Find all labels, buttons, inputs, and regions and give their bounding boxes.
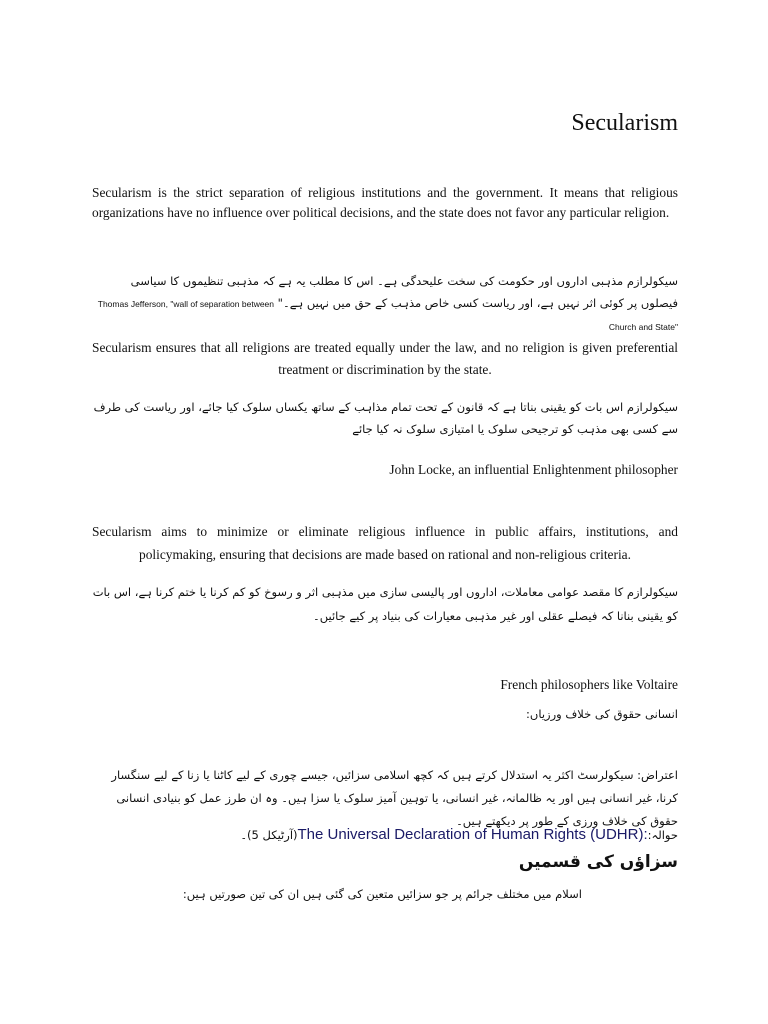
reference-locke: John Locke, an influential Enlightenment philosopher [389, 462, 678, 477]
paragraph-2-english: Secularism ensures that all religions are treated equally under the law, and no religion is given preferential treatment or discrimination by the state. [92, 340, 678, 377]
reference-voltaire: French philosophers like Voltaire [500, 677, 678, 692]
paragraph-3-english: Secularism aims to minimize or eliminate religious influence in public affairs, institutions, and policymaking, ensuring that decisions are made based on rational and non-religious criteria. [92, 524, 678, 562]
reference-jefferson: Thomas Jefferson, "wall of separation between Church and State" [97, 299, 678, 332]
paragraph-1-urdu [92, 270, 678, 338]
page-title: Secularism [571, 110, 678, 136]
paragraph-5-urdu: اسلام میں مختلف جرائم پر جو سزائیں متعین کی گئی ہیں ان کی تین صورتیں ہیں: [182, 887, 582, 901]
paragraph-3-urdu: سیکولرازم کا مقصد عوامی معاملات، اداروں اور پالیسی سازی میں مذہبی اثر و رسوخ کو کم کرنا یا ختم کرنا ہے، اس بات کو یقینی بنانا کہ فیصلے عقلی اور غیر مذہبی معیارات کی بنیاد پر کیے جائیں۔ [92, 585, 678, 623]
reference-line-udhr [92, 824, 678, 846]
paragraph-1-english: Secularism is the strict separation of religious institutions and the government. It means that religious organizations have no influence over political decisions, and the state does not favor any particular religion. [92, 185, 678, 220]
paragraph-2-urdu: سیکولرازم اس بات کو یقینی بناتا ہے کہ قانون کے تحت تمام مذاہب کے ساتھ یکساں سلوک کیا جائے، اور ریاست کی طرف سے کسی بھی مذہب کو ترجیحی سلوک یا امتیازی سلوک نہ کیا جائے [93, 400, 678, 436]
udhr-title: The Universal Declaration of Human Rights (UDHR): [297, 826, 648, 843]
section-heading-human-rights: انسانی حقوق کی خلاف ورزیاں: [526, 707, 678, 721]
paragraph-4-urdu: اعتراض: سیکولرسٹ اکثر یہ استدلال کرتے ہیں کہ کچھ اسلامی سزائیں، جیسے چوری کے لیے کاٹنا یا زنا کے لیے سنگسار کرنا، غیر انسانی ہیں اور یہ ظالمانہ، غیر انسانی، یا توہین آمیز سلوک یا سزا ہیں۔ وہ ان طرز عمل کو بنیادی انسانی حقوق کی خلاف ورزی کے طور پر دیکھتے ہیں۔ [111, 768, 678, 828]
heading-punishment-types: سزاؤں کی قسمیں [518, 852, 678, 872]
paragraph-1-urdu-text: سیکولرازم مذہبی اداروں اور حکومت کی سخت علیحدگی ہے۔ اس کا مطلب یہ ہے کہ مذہبی تنظیموں کا سیاسی فیصلوں پر کوئی اثر نہیں ہے، اور ریاست کسی خاص مذہب کے حق میں نہیں ہے۔" [130, 274, 678, 310]
reference-prefix: حوالہ: [647, 828, 678, 842]
reference-suffix: (آرٹیکل 5)۔ [240, 828, 298, 842]
